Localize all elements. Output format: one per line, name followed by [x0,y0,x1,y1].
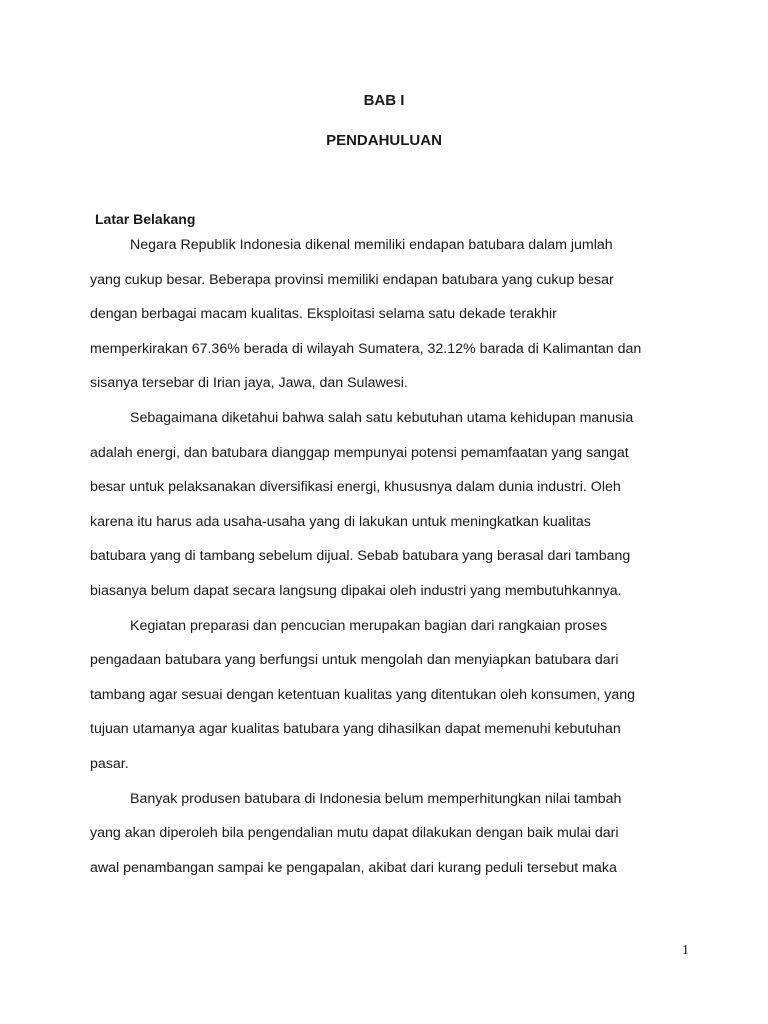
paragraph-line: tambang agar sesuai dengan ketentuan kualitas yang ditentukan oleh konsumen, yang [90,686,636,703]
paragraph-line: sisanya tersebar di Irian jaya, Jawa, dan Sulawesi. [90,375,408,392]
paragraph-line: awal penambangan sampai ke pengapalan, akibat dari kurang peduli tersebut maka [90,859,617,876]
body-text [90,228,690,885]
paragraph-line: Negara Republik Indonesia dikenal memiliki endapan batubara dalam jumlah [130,237,613,253]
paragraph-line: Sebagaimana diketahui bahwa salah satu kebutuhan utama kehidupan manusia [130,409,634,426]
paragraph-line: biasanya belum dapat secara langsung dipakai oleh industri yang membutuhkannya. [90,582,622,599]
paragraph [90,228,690,401]
paragraph-line: karena itu harus ada usaha-usaha yang di lakukan untuk meningkatkan kualitas [90,513,591,530]
paragraph-line: Kegiatan preparasi dan pencucian merupakan bagian dari rangkaian proses [130,617,608,634]
paragraph-line: yang akan diperoleh bila pengendalian mutu dapat dilakukan dengan baik mulai dari [90,825,619,842]
paragraph-line: Banyak produsen batubara di Indonesia belum memperhitungkan nilai tambah [130,790,622,807]
paragraph-line: dengan berbagai macam kualitas. Eksploitasi selama satu dekade terakhir [90,306,557,323]
paragraph-line: yang cukup besar. Beberapa provinsi memiliki endapan batubara yang cukup besar [90,271,614,288]
section-heading: Latar Belakang [95,211,196,227]
chapter-number: BAB I [363,92,405,109]
paragraph-line: adalah energi, dan batubara dianggap mempunyai potensi pemamfaatan yang sangat [90,444,629,461]
paragraph-line: tujuan utamanya agar kualitas batubara yang dihasilkan dapat memenuhi kebutuhan [90,721,621,738]
paragraph-line: memperkirakan 67.36% berada di wilayah Sumatera, 32.12% barada di Kalimantan dan [90,340,642,357]
page-number: 1 [682,943,689,958]
paragraph [90,609,690,782]
paragraph-line: pengadaan batubara yang berfungsi untuk mengolah dan menyiapkan batubara dari [90,652,619,669]
chapter-title: PENDAHULUAN [326,132,442,149]
paragraph-line: batubara yang di tambang sebelum dijual. Sebab batubara yang berasal dari tambang [90,548,631,565]
paragraph [90,782,690,886]
paragraph-line: pasar. [90,755,129,772]
paragraph [90,401,690,609]
paragraph-line: besar untuk pelaksanakan diversifikasi energi, khususnya dalam dunia industri. Oleh [90,479,621,496]
